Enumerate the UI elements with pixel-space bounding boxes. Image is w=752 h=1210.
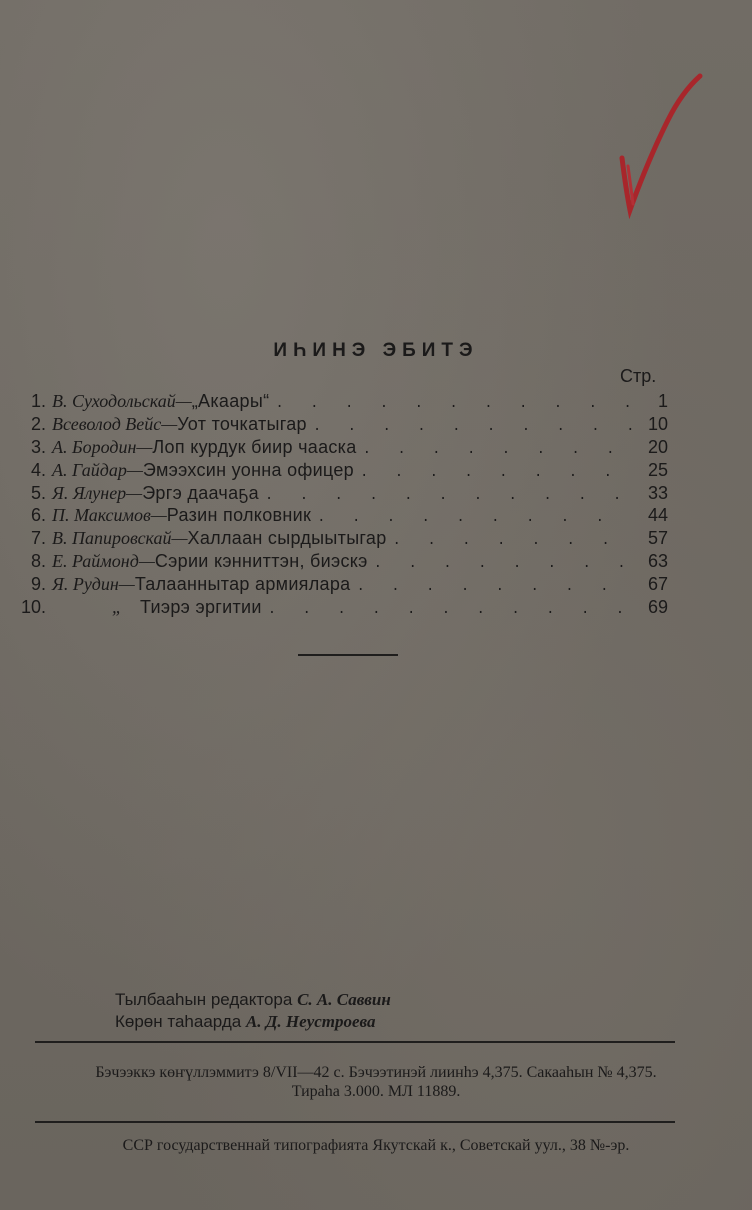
toc-entry	[18, 528, 668, 551]
toc-title: „Акаары“	[191, 391, 270, 411]
section-divider	[298, 654, 398, 656]
toc-author: „	[112, 597, 123, 618]
toc-leader-dots	[374, 556, 632, 572]
toc-author: В. Папировскай—	[52, 528, 188, 549]
toc-page-number: 25	[647, 459, 668, 480]
toc-entry	[18, 437, 668, 460]
toc-page-number: 20	[647, 436, 668, 457]
imprint-divider-top	[35, 1041, 675, 1043]
toc-page-number: 69	[647, 597, 668, 618]
toc-leader-dots	[360, 465, 632, 481]
toc-title: Уот точкатыгар	[177, 413, 307, 434]
toc-page-number: 63	[647, 551, 668, 572]
proofreader-name: А. Д. Неустроева	[245, 1012, 376, 1031]
toc-title: Лоп курдук биир чааска	[152, 436, 357, 457]
table-of-contents	[18, 391, 668, 620]
print-run-line: Тираһа 3.000. МЛ 11889.	[291, 1083, 461, 1100]
toc-entry	[18, 574, 668, 597]
toc-leader-dots	[275, 396, 632, 412]
toc-page-number: 67	[647, 574, 668, 595]
toc-title: Тиэрэ эргитии	[140, 597, 262, 618]
page-column-label: Стр.	[620, 366, 657, 386]
toc-number: 7.	[30, 528, 46, 549]
toc-title: Талааннытар армиялара	[134, 574, 351, 595]
toc-title: Эмээхсин уонна офицер	[142, 459, 354, 480]
proofreader-label: Көрөн таһаарда	[115, 1012, 242, 1031]
toc-title: Разин полковник	[166, 505, 312, 526]
toc-author: Я. Ялунер—	[52, 482, 143, 503]
toc-entry	[18, 597, 668, 620]
toc-entry	[18, 460, 668, 483]
red-check-mark-icon	[600, 70, 710, 220]
toc-leader-dots	[356, 579, 632, 595]
toc-page-number: 1	[657, 391, 668, 411]
toc-number: 5.	[30, 482, 46, 503]
toc-title: Халлаан сырдыытыгар	[187, 528, 387, 549]
toc-number: 4.	[30, 459, 46, 480]
toc-author: П. Максимов—	[52, 505, 167, 526]
toc-number: 8.	[30, 551, 46, 572]
imprint-divider-bottom	[35, 1121, 675, 1123]
toc-entry	[18, 483, 668, 506]
toc-entry	[18, 391, 668, 414]
editor-label: Тылбааһын редактора	[115, 990, 293, 1009]
toc-entry	[18, 551, 668, 574]
toc-author: Я. Рудин—	[52, 574, 135, 595]
print-approval-line: Бэчээккэ көҥүллэммитэ 8/VII—42 с. Бэчээтинэй лиинһэ 4,375. Сакааһын № 4,375.	[95, 1064, 657, 1081]
toc-leader-dots	[268, 602, 632, 618]
toc-entry	[18, 414, 668, 437]
toc-title: Эргэ даачаҕа	[142, 482, 259, 503]
toc-number: 10.	[20, 597, 46, 618]
toc-author: А. Гайдар—	[52, 459, 143, 480]
editor-line	[115, 990, 391, 1010]
toc-number: 1.	[30, 391, 46, 411]
toc-page-number: 33	[647, 482, 668, 503]
toc-page-number: 44	[647, 505, 668, 526]
toc-number: 9.	[30, 574, 46, 595]
toc-author: В. Суходольскай—	[52, 391, 192, 411]
toc-entry	[18, 505, 668, 528]
toc-leader-dots	[265, 488, 632, 504]
toc-leader-dots	[363, 442, 632, 458]
toc-title: Сэрии кэнниттэн, биэскэ	[154, 551, 368, 572]
toc-number: 2.	[30, 413, 46, 434]
toc-page-number: 57	[647, 528, 668, 549]
toc-number: 3.	[30, 436, 46, 457]
toc-leader-dots	[393, 533, 632, 549]
toc-author: Всеволод Вейс—	[52, 413, 178, 434]
toc-page-number: 10	[647, 413, 668, 434]
page-title: ИҺИНЭ ЭБИТЭ	[273, 340, 479, 361]
toc-leader-dots	[313, 419, 632, 435]
toc-number: 6.	[30, 505, 46, 526]
toc-author: А. Бородин—	[52, 436, 153, 457]
toc-author: Е. Раймонд—	[52, 551, 155, 572]
proofreader-line	[115, 1012, 376, 1032]
editor-name: С. А. Саввин	[297, 990, 391, 1009]
toc-leader-dots	[317, 510, 632, 526]
printer-line: ССР государственнай типографията Якутскай к., Советскай уул., 38 №-эр.	[122, 1137, 630, 1154]
